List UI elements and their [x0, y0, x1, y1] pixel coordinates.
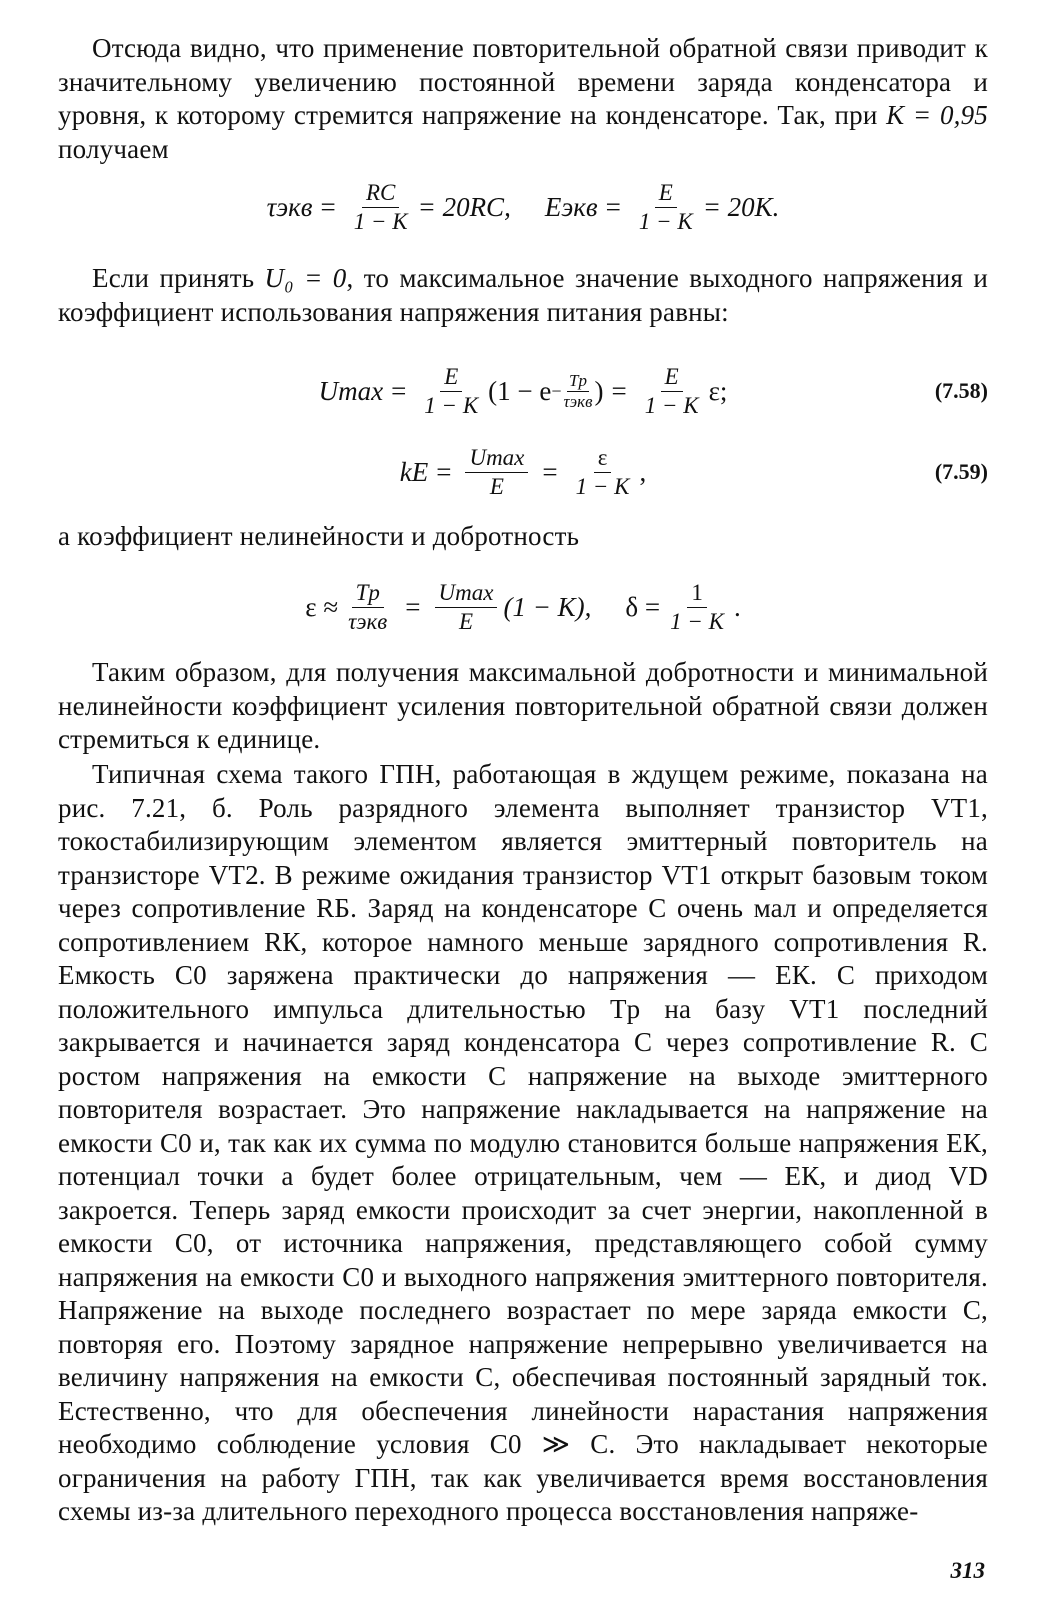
paragraph-5-text: Типичная схема такого ГПН, работающая в ждущем режиме, показана на рис. 7.21, б. Роль разрядного элемента выполняет транзистор VT1, токостабилизирующим элементом является эмиттерный повторитель на транзисторе VT2. В режиме ожидания транзистор VT1 открыт базовым током через сопротивление RБ. Заряд на конденсаторе C очень мал и определяется сопротивлением RК, которое намного меньше зарядного сопротивления R. Емкость C0 заряжена практически до напряжения — EК. С приходом положительного импульса длительностью Tр на базу VT1 последний закрывается и начинается заряд конденсатора C через сопротивление R. С ростом напряжения на емкости C напряжение на выходе эмиттерного повторителя возрастает. Это напряжение накладывается на напряжение на емкости C0 и, так как их сумма по модулю становится больше напряжения EК, потенциал точки a будет более отрицательным, чем — EК, и диод VD закроется. Теперь заряд емкости происходит за счет энергии, накопленной в емкости C0, от источника напряжения, представляющего собой сумму напряжения на емкости C0 и выходного напряжения эмиттерного повторителя. Напряжение на выходе последнего возрастает по мере заряда емкости C, повторяя его. Поэтому зарядное напряжение непрерывно увеличивается на величину напряжения на емкости C, обеспечивая постоянный зарядный ток. Естественно, что для обеспечения линейности нарастания напряжения необходимо соблюдение условия C0 ≫ C. Это накладывает некоторые ограничения на работу ГПН, так как увеличивается время восстановления схемы из-за длительного переходного процесса восстановления напряже-	[58, 759, 988, 1526]
paragraph-1-tail: получаем	[58, 133, 169, 164]
eq1-fraction-1: $\frac{RC}{1 - K}$	[353, 179, 408, 234]
paragraph-1	[58, 32, 988, 166]
equation-number-7-59: (7.59)	[934, 459, 988, 484]
inline-u0-value: U₀ = 0	[264, 263, 347, 293]
eq59-fraction-2: $\frac{\varepsilon}{1 - K}$	[575, 444, 630, 499]
eq59-fraction-1: $\frac{Umax}{E}$	[465, 446, 528, 499]
eq58-paren-close: )	[594, 375, 604, 406]
paragraph-2-start: Если принять	[92, 263, 255, 293]
equation-nonlinearity-quality: ε ≈ $\frac{Tр}{\text{τэкв}}$ = $\frac{Umax}{E}$ (1 − K), δ = $\frac{1}{1 - K}$ .	[305, 579, 741, 634]
paragraph-4-text: Таким образом, для получения максимальной добротности и минимальной нелинейности коэффициент усиления повторительной обратной связи должен стремиться к единице.	[58, 657, 988, 754]
eq3-fraction-2: $\frac{Umax}{E}$	[435, 581, 498, 634]
paragraph-2	[58, 262, 988, 329]
eq1-result-2: = 20K.	[702, 191, 780, 222]
equation-tau-equivalent: τэкв = $\frac{RC}{1 - K}$ = 20RC, Eэкв = $\frac{E}{1 - K}$ = 20K.	[266, 179, 780, 234]
eq1-result-1: = 20RC,	[417, 191, 511, 222]
eq58-exponent: $\frac{Tр}{\text{τэкв}}$	[563, 370, 593, 411]
eq3-tail: (1 − K),	[503, 591, 592, 622]
eq3-fraction-3: $\frac{1}{1 - K}$	[670, 579, 724, 634]
eq1-fraction-2: $\frac{E}{1 - K}$	[638, 179, 693, 234]
inline-k-value: K = 0,95	[886, 100, 989, 130]
eq3-delta: δ =	[625, 591, 661, 622]
eq58-fraction-2: $\frac{E}{1 - K}$	[644, 363, 699, 418]
equation-number-7-58: (7.58)	[934, 378, 988, 403]
page-number: 313	[950, 1558, 985, 1583]
eq1-e-equivalent: Eэкв	[544, 191, 598, 222]
eq58-left: Umax	[318, 375, 384, 406]
paragraph-2-text: , то максимальное значение выходного напряжения и коэффициент использования напряжения питания равны:	[58, 263, 988, 327]
paragraph-5	[58, 758, 988, 1529]
eq58-paren-open: (1 − e	[488, 375, 552, 406]
paragraph-3-text: а коэффициент нелинейности и добротность	[58, 521, 580, 551]
paragraph-1-text: Отсюда видно, что применение повторительной обратной связи приводит к значительному увеличению постоянной времени заряда конденсатора и уровня, к которому стремится напряжение на конденсаторе. Так, при	[58, 33, 988, 130]
eq3-fraction-1: $\frac{Tр}{\text{τэкв}}$	[348, 579, 388, 634]
equation-7-59: kE = $\frac{Umax}{E}$ = $\frac{\varepsilon}{1 - K}$ , (7.59)	[399, 444, 988, 499]
eq3-left: ε ≈	[305, 591, 339, 622]
paragraph-4	[58, 656, 988, 757]
eq1-left: τэкв	[266, 191, 313, 222]
eq59-left: kE	[399, 456, 429, 487]
eq58-tail: ε;	[708, 375, 728, 406]
paragraph-3	[58, 520, 988, 554]
equation-7-58: Umax = $\frac{E}{1 - K}$ (1 − e − $\frac{Tр}{\text{τэкв}}$ ) = $\frac{E}{1 - K}$ ε; (7.58)	[318, 363, 988, 418]
eq58-fraction-1: $\frac{E}{1 - K}$	[424, 363, 479, 418]
